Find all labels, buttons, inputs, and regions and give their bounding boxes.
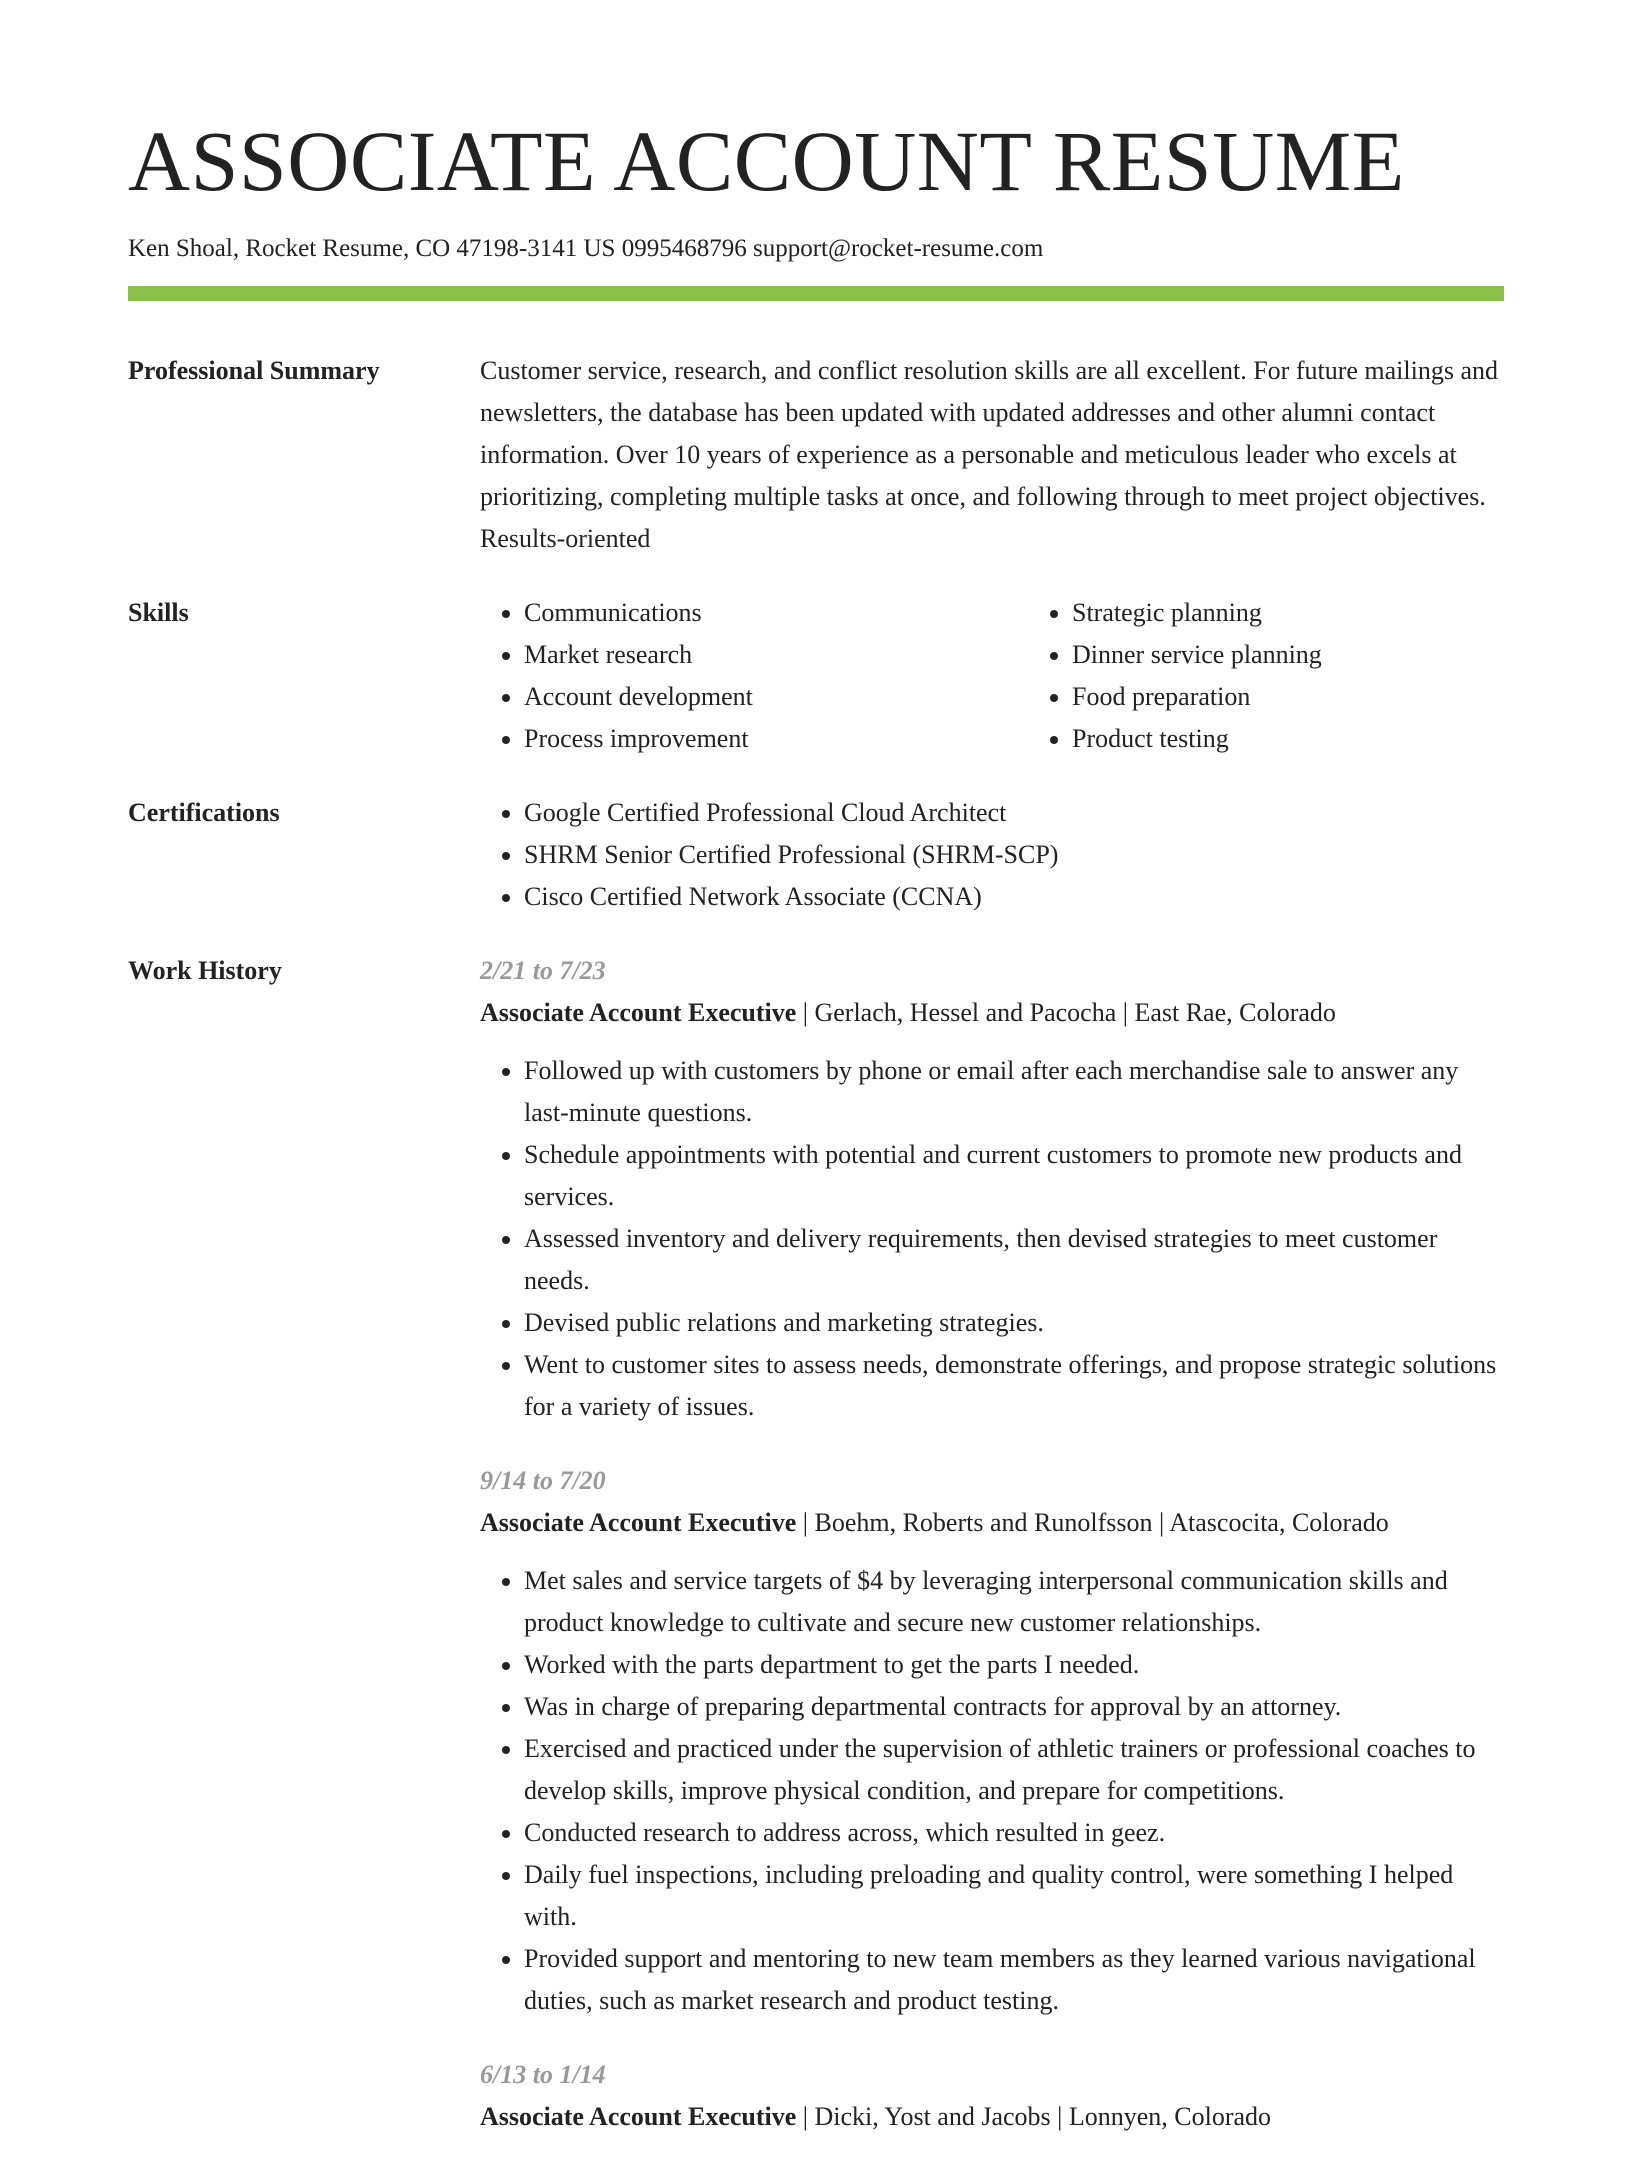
professional-summary-section xyxy=(128,350,1504,560)
job-dates: 2/21 to 7/23 xyxy=(480,956,606,985)
section-label-work: Work History xyxy=(128,956,282,985)
list-item: • Daily fuel inspections, including preloading and quality control, were something I helped with. xyxy=(524,1854,1504,1938)
section-label-summary: Professional Summary xyxy=(128,356,380,385)
list-item: • Worked with the parts department to get the parts I needed. xyxy=(524,1644,1504,1686)
job-company-location: | Boehm, Roberts and Runolfsson | Atascocita, Colorado xyxy=(796,1508,1389,1537)
list-item: • Cisco Certified Network Associate (CCNA) xyxy=(524,876,1504,918)
job-company-location: | Gerlach, Hessel and Pacocha | East Rae, Colorado xyxy=(796,998,1336,1027)
job-entry xyxy=(480,2054,1504,2138)
certifications-body xyxy=(480,792,1504,918)
skills-list-col2 xyxy=(1028,592,1576,760)
skills-list-col1 xyxy=(480,592,1028,760)
list-item: • Communications xyxy=(524,592,1028,634)
job-dates: 6/13 to 1/14 xyxy=(480,2060,606,2089)
job-bullets xyxy=(480,1050,1504,1428)
resume-title: ASSOCIATE ACCOUNT RESUME xyxy=(128,113,1405,209)
list-item: • Strategic planning xyxy=(1072,592,1576,634)
job-bullets xyxy=(480,1560,1504,2022)
list-item: • Assessed inventory and delivery requirements, then devised strategies to meet customer needs. xyxy=(524,1218,1504,1302)
job-heading xyxy=(480,1502,1504,1544)
section-label-skills: Skills xyxy=(128,598,189,627)
list-item: • Account development xyxy=(524,676,1028,718)
summary-text: Customer service, research, and conflict resolution skills are all excellent. For future mailings and newsletters, the database has been updated with updated addresses and other alumni contact information. Over 10 years of experience as a personable and meticulous leader who excels at prioritizing, completing multiple tasks at once, and following through to meet project objectives. Results-oriented xyxy=(480,356,1499,553)
job-company-location: | Dicki, Yost and Jacobs | Lonnyen, Colorado xyxy=(796,2102,1272,2131)
list-item: • Followed up with customers by phone or email after each merchandise sale to answer any last-minute questions. xyxy=(524,1050,1504,1134)
list-item: • Was in charge of preparing departmental contracts for approval by an attorney. xyxy=(524,1686,1504,1728)
work-body xyxy=(480,950,1504,2170)
list-item: • Devised public relations and marketing strategies. xyxy=(524,1302,1504,1344)
accent-divider xyxy=(128,286,1504,301)
job-heading xyxy=(480,992,1504,1034)
list-item: • SHRM Senior Certified Professional (SHRM-SCP) xyxy=(524,834,1504,876)
certifications-list xyxy=(480,792,1504,918)
list-item: • Market research xyxy=(524,634,1028,676)
job-heading xyxy=(480,2096,1504,2138)
list-item: • Provided support and mentoring to new team members as they learned various navigational duties, such as market research and product testing. xyxy=(524,1938,1504,2022)
list-item: • Google Certified Professional Cloud Architect xyxy=(524,792,1504,834)
list-item: • Product testing xyxy=(1072,718,1576,760)
certifications-section xyxy=(128,792,1504,918)
job-entry xyxy=(480,1460,1504,2022)
list-item: • Conducted research to address across, which resulted in geez. xyxy=(524,1812,1504,1854)
resume-sections xyxy=(128,350,1504,2170)
section-label-certifications: Certifications xyxy=(128,798,280,827)
skills-body xyxy=(480,592,1576,760)
job-title: Associate Account Executive xyxy=(480,998,797,1027)
job-title: Associate Account Executive xyxy=(480,1508,797,1537)
skills-section xyxy=(128,592,1504,760)
list-item: • Dinner service planning xyxy=(1072,634,1576,676)
job-title: Associate Account Executive xyxy=(480,2102,797,2131)
skills-columns xyxy=(480,592,1576,760)
list-item: • Process improvement xyxy=(524,718,1028,760)
list-item: • Met sales and service targets of $4 by leveraging interpersonal communication skills and product knowledge to cultivate and secure new customer relationships. xyxy=(524,1560,1504,1644)
work-history-section xyxy=(128,950,1504,2170)
list-item: • Went to customer sites to assess needs, demonstrate offerings, and propose strategic solutions for a variety of issues. xyxy=(524,1344,1504,1428)
contact-line: Ken Shoal, Rocket Resume, CO 47198-3141 US 0995468796 support@rocket-resume.com xyxy=(128,235,1044,262)
job-dates: 9/14 to 7/20 xyxy=(480,1466,606,1495)
job-entry xyxy=(480,950,1504,1428)
list-item: • Schedule appointments with potential and current customers to promote new products and services. xyxy=(524,1134,1504,1218)
list-item: • Exercised and practiced under the supervision of athletic trainers or professional coaches to develop skills, improve physical condition, and prepare for competitions. xyxy=(524,1728,1504,1812)
list-item: • Food preparation xyxy=(1072,676,1576,718)
